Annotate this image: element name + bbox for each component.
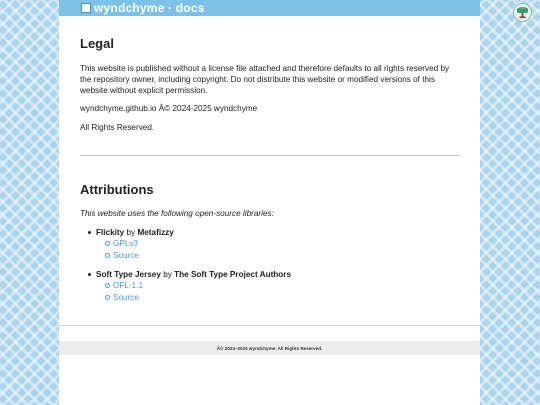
legal-body-text: This website is published without a license file attached and therefore defaults to all rights reserved by the repository owner, including copyright. Do not distribute this website or modified versions of this website without explicit permission. [80, 64, 450, 95]
footer-text: Â© 2024–2025 wyndchyme. All Rights Reserved. [216, 345, 323, 351]
source-link[interactable]: Source [113, 292, 139, 302]
computer-logo-icon [81, 3, 91, 13]
license-link[interactable]: GPLv3 [113, 239, 139, 248]
library-by: by [126, 228, 136, 237]
page-footer [59, 341, 480, 355]
legal-copyright-text: wyndchyme.github.io Â© 2024-2025 wyndchyme [80, 104, 258, 113]
tree-icon [516, 6, 529, 19]
section-divider [80, 155, 460, 156]
site-brand-text: wyndchyme · docs [94, 1, 205, 15]
legal-heading: Legal [80, 36, 114, 51]
library-item [96, 227, 291, 261]
attributions-heading: Attributions [80, 182, 154, 197]
attributions-intro: This website uses the following open-source libraries: [80, 209, 274, 218]
site-brand-link[interactable] [81, 1, 205, 15]
library-links [96, 280, 291, 303]
library-link-item [113, 250, 291, 262]
license-link[interactable]: OFL-1.1 [113, 281, 144, 290]
library-link-item [113, 292, 291, 304]
top-bar [59, 0, 480, 16]
library-author: Metafizzy [137, 228, 174, 237]
footer-divider [59, 325, 480, 326]
library-link-item [113, 280, 291, 292]
library-name: Flickity [96, 228, 125, 237]
page-container [59, 0, 480, 405]
library-name: Soft Type Jersey [96, 270, 161, 279]
library-link-item [113, 238, 291, 250]
tree-menu-button[interactable] [513, 3, 532, 22]
legal-rights-text: All Rights Reserved. [80, 123, 155, 132]
library-links [96, 238, 291, 261]
library-item [96, 269, 291, 303]
library-by: by [163, 270, 172, 279]
library-list [96, 227, 291, 311]
source-link[interactable]: Source [113, 250, 139, 260]
library-author: The Soft Type Project Authors [174, 270, 292, 279]
